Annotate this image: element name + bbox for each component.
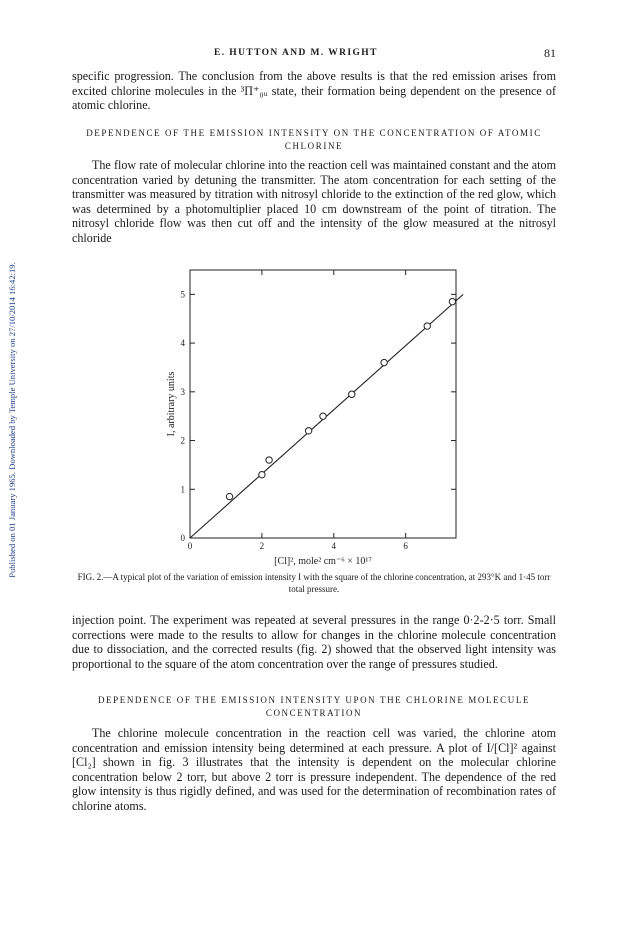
- paragraph-injection-point: injection point. The experiment was repeated at several pressures in the range 0·2-2·5 torr. Small corrections were made to the results to allow for changes in the chlorine molecule concentration due to dissociation, and the corrected results (fig. 2) showed that the observed light intensity was proportional to the square of the atom concentration over the range of pressures studied.: [72, 613, 556, 671]
- paragraph-molecule-concentration: The chlorine molecule concentration in the reaction cell was varied, the chlorine atom concentration and emission intensity being determined at each pressure. A plot of I/[Cl]² against [Cl₂] shown in fig. 3 illustrates that the intensity is dependent on the molecular chlorine concentration below 2 torr, but above 2 torr is pressure independent. The dependence of the red glow intensity is thus rigidly defined, and was used for the determination of recombination rates of chlorine atoms.: [72, 726, 556, 813]
- data-point: [320, 413, 326, 419]
- data-point: [349, 391, 355, 397]
- y-axis-label: I, arbitrary units: [166, 371, 177, 437]
- y-tick-label: 3: [180, 386, 185, 397]
- section-heading-atomic-chlorine: DEPENDENCE OF THE EMISSION INTENSITY ON THE CONCENTRATION OF ATOMIC CHLORINE: [86, 128, 542, 151]
- data-point: [226, 493, 232, 499]
- download-stamp-text: Published on 01 January 1965. Downloaded by Temple University on 27/10/2014 16:42:19.: [7, 262, 17, 578]
- data-point: [424, 323, 430, 329]
- paragraph-continuation: specific progression. The conclusion from the above results is that the red emission arises from excited chlorine molecules in the ³Π⁺₀ᵤ state, their formation being dependent on the presence of atomic chlorine.: [72, 69, 556, 113]
- data-point: [266, 457, 272, 463]
- x-axis-label: [Cl]², mole² cm⁻⁶ × 10¹⁷: [274, 556, 372, 567]
- x-tick-label: 0: [187, 541, 193, 551]
- data-point: [305, 428, 311, 434]
- y-tick-label: 4: [180, 338, 185, 349]
- y-tick-label: 0: [180, 533, 185, 543]
- section-heading-chlorine-molecule: DEPENDENCE OF THE EMISSION INTENSITY UPON THE CHLORINE MOLECULE CONCENTRATION: [97, 695, 531, 718]
- running-head: E. HUTTON AND M. WRIGHT: [214, 48, 378, 58]
- data-point: [449, 298, 455, 304]
- data-point: [259, 471, 265, 477]
- y-tick-label: 1: [180, 484, 185, 495]
- figure-caption: FIG. 2.—A typical plot of the variation of emission intensity I with the square of the chlorine concentration, at 293°K and 1·45 torr total pressure.: [77, 572, 551, 594]
- figure-2-chart: [166, 258, 476, 568]
- page-number: 81: [544, 46, 556, 60]
- y-tick-label: 5: [180, 289, 185, 300]
- x-tick-label: 6: [403, 541, 408, 551]
- data-point: [381, 359, 387, 365]
- y-tick-label: 2: [180, 435, 185, 446]
- paragraph-flow-rate: The flow rate of molecular chlorine into the reaction cell was maintained constant and the atom concentration varied by detuning the transmitter. The atom concentration for each setting of the transmitter was measured by titration with nitrosyl chloride to the extinction of the red glow, which was determined by a photomultiplier placed 10 cm downstream of the point of titration. The nitrosyl chloride flow was then cut off and the intensity of the glow measured at the nitrosyl chloride: [72, 158, 556, 245]
- x-tick-label: 4: [331, 541, 337, 551]
- x-tick-label: 2: [259, 541, 265, 551]
